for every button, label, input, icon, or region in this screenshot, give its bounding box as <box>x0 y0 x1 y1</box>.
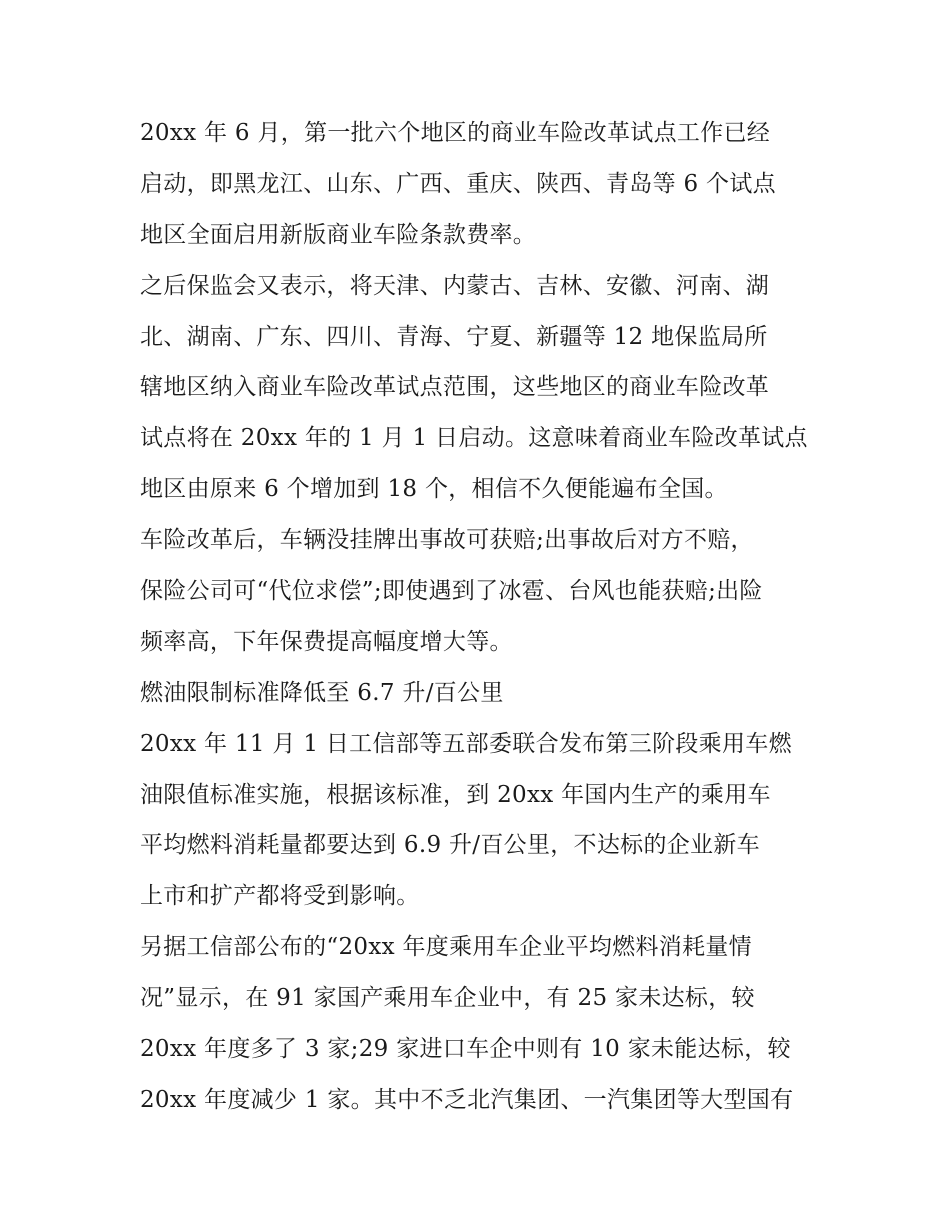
text-line: 地区全面启用新版商业车险条款费率。 <box>140 221 537 248</box>
text-line: 北、湖南、广东、四川、青海、宁夏、新疆等 12 地保监局所 <box>140 323 768 350</box>
text-line: 之后保监会又表示，将天津、内蒙古、吉林、安徽、河南、湖 <box>140 272 770 299</box>
text-line: 平均燃料消耗量都要达到 6.9 升/百公里，不达标的企业新车 <box>140 832 760 859</box>
article-body <box>140 108 830 1126</box>
text-line: 20xx 年 11 月 1 日工信部等五部委联合发布第三阶段乘用车燃 <box>140 730 792 757</box>
text-line: 地区由原来 6 个增加到 18 个，相信不久便能遍布全国。 <box>140 476 728 503</box>
text-line: 20xx 年度减少 1 家。其中不乏北汽集团、一汽集团等大型国有 <box>140 1086 794 1113</box>
text-line: 20xx 年 6 月，第一批六个地区的商业车险改革试点工作已经 <box>140 120 771 146</box>
text-line: 启动，即黑龙江、山东、广西、重庆、陕西、青岛等 6 个试点 <box>140 170 776 197</box>
section-heading: 燃油限制标准降低至 6.7 升/百公里 <box>140 679 504 706</box>
text-line: 试点将在 20xx 年的 1 月 1 日启动。这意味着商业车险改革试点 <box>140 425 808 452</box>
text-line: 频率高，下年保费提高幅度增大等。 <box>140 628 513 655</box>
text-line: 另据工信部公布的“20xx 年度乘用车企业平均燃料消耗量情 <box>140 934 752 961</box>
text-line: 况”显示，在 91 家国产乘用车企业中，有 25 家未达标，较 <box>140 985 755 1012</box>
text-line: 辖地区纳入商业车险改革试点范围，这些地区的商业车险改革 <box>140 374 770 401</box>
text-line: 上市和扩产都将受到影响。 <box>140 883 420 910</box>
text-line: 20xx 年度多了 3 家;29 家进口车企中则有 10 家未能达标，较 <box>140 1036 791 1063</box>
text-line: 油限值标准实施，根据该标准，到 20xx 年国内生产的乘用车 <box>140 781 771 808</box>
text-line: 车险改革后，车辆没挂牌出事故可获赔;出事故后对方不赔， <box>140 527 754 554</box>
text-line: 保险公司可“代位求偿”;即使遇到了冰雹、台风也能获赔;出险 <box>140 578 763 605</box>
